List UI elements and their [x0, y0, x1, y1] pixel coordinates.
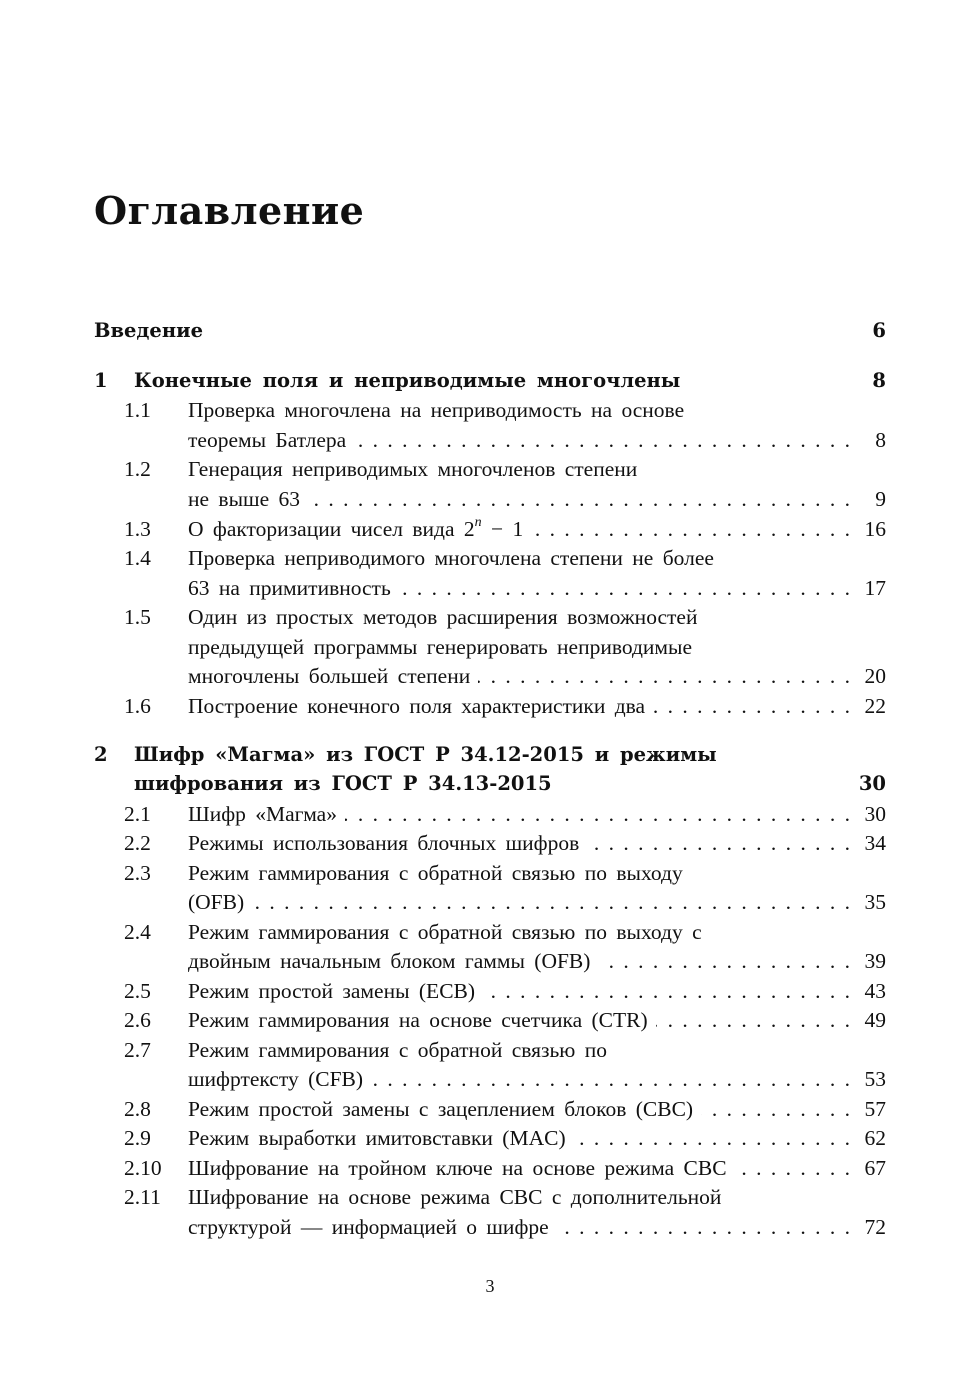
- toc-label: шифрования из ГОСТ Р 34.13-2015: [134, 772, 552, 795]
- leader-dots: [653, 691, 850, 721]
- toc-section-1-5-cont[interactable]: [94, 632, 886, 662]
- section-number: 2.6: [124, 1008, 151, 1032]
- toc-section-1-4-cont[interactable]: [94, 573, 886, 603]
- toc-label: предыдущей программы генерировать неприводимые: [188, 635, 693, 659]
- toc-label: двойным начальным блоком гаммы (OFB): [188, 949, 591, 973]
- toc-section-1-5[interactable]: [94, 602, 886, 632]
- toc-section-2-7-cont[interactable]: [94, 1064, 886, 1094]
- toc-chapter-2-cont[interactable]: [94, 769, 886, 799]
- toc-page: 6: [872, 319, 886, 342]
- leader-dots: [478, 661, 850, 691]
- toc-label: Режим простой замены с зацеплением блоков (CBC): [188, 1097, 694, 1121]
- toc-label: Один из простых методов расширения возможностей: [188, 605, 698, 629]
- chapter-number: 2: [94, 743, 108, 766]
- leader-dots: [587, 828, 850, 858]
- toc-page: 8: [872, 369, 886, 392]
- toc-label: Режим гаммирования на основе счетчика (CTR): [188, 1008, 648, 1032]
- leader-dots: [371, 1064, 850, 1094]
- toc-page: 53: [864, 1067, 886, 1091]
- toc-chapter-1[interactable]: [94, 366, 886, 396]
- leader-dots: [345, 799, 850, 829]
- leader-dots: [557, 1212, 850, 1242]
- toc-section-2-4[interactable]: [94, 917, 886, 947]
- toc-section-2-2[interactable]: [94, 828, 886, 858]
- leader-dots: [308, 484, 850, 514]
- toc-label: Режим гаммирования с обратной связью по выходу: [188, 861, 683, 885]
- toc-section-1-1-cont[interactable]: [94, 425, 886, 455]
- toc-page: 20: [864, 664, 886, 688]
- toc-label: Шифр «Магма»: [188, 802, 337, 826]
- section-number: 2.7: [124, 1038, 151, 1062]
- toc-section-2-9[interactable]: [94, 1123, 886, 1153]
- toc-page: 67: [864, 1156, 886, 1180]
- toc-label: Введение: [94, 319, 203, 342]
- section-number: 2.4: [124, 920, 151, 944]
- toc-section-2-8[interactable]: [94, 1094, 886, 1124]
- leader-dots: [354, 425, 850, 455]
- toc-section-2-6[interactable]: [94, 1005, 886, 1035]
- toc-section-1-1[interactable]: [94, 395, 886, 425]
- toc-label: шифртексту (CFB): [188, 1067, 364, 1091]
- toc-label: Режим гаммирования с обратной связью по выходу с: [188, 920, 702, 944]
- leader-dots: [483, 976, 850, 1006]
- toc-section-2-1[interactable]: [94, 799, 886, 829]
- section-number: 1.4: [124, 546, 151, 570]
- leader-dots: [531, 514, 850, 544]
- toc-section-2-11-cont[interactable]: [94, 1212, 886, 1242]
- chapter-number: 1: [94, 369, 108, 392]
- toc-label: Генерация неприводимых многочленов степени: [188, 457, 638, 481]
- toc-label: Режим простой замены (ECB): [188, 979, 476, 1003]
- section-number: 1.6: [124, 694, 151, 718]
- toc-section-2-4-cont[interactable]: [94, 946, 886, 976]
- leader-dots: [574, 1123, 850, 1153]
- toc-page: 57: [864, 1097, 886, 1121]
- section-number: 1.2: [124, 457, 151, 481]
- leader-dots: [735, 1153, 850, 1183]
- section-number: 2.10: [124, 1156, 162, 1180]
- toc-section-1-2[interactable]: [94, 454, 886, 484]
- toc-label: Режим выработки имитовставки (MAC): [188, 1126, 566, 1150]
- toc-label: теоремы Батлера: [188, 428, 347, 452]
- toc-label: Проверка многочлена на неприводимость на основе: [188, 398, 685, 422]
- leader-dots: [656, 1005, 850, 1035]
- toc-label: структурой — информацией о шифре: [188, 1215, 549, 1239]
- section-number: 2.1: [124, 802, 151, 826]
- toc-label: Проверка неприводимого многочлена степени не более: [188, 546, 714, 570]
- toc-page: 30: [858, 772, 886, 795]
- toc-chapter-2[interactable]: [94, 740, 886, 770]
- toc-section-2-11[interactable]: [94, 1182, 886, 1212]
- section-number: 1.1: [124, 398, 151, 422]
- page-title: Оглавление: [94, 188, 365, 233]
- toc-section-2-10[interactable]: [94, 1153, 886, 1183]
- toc-label: Режимы использования блочных шифров: [188, 831, 580, 855]
- page-number: 3: [485, 1276, 495, 1296]
- section-number: 1.5: [124, 605, 151, 629]
- toc-label: (OFB): [188, 890, 245, 914]
- toc-page: 39: [864, 949, 886, 973]
- toc-page: 34: [864, 831, 886, 855]
- toc-page: 9: [875, 487, 886, 511]
- toc-page: 35: [864, 890, 886, 914]
- toc-section-1-3[interactable]: [94, 514, 886, 544]
- toc-section-2-3-cont[interactable]: [94, 887, 886, 917]
- toc-section-2-7[interactable]: [94, 1035, 886, 1065]
- toc-label: Шифрование на основе режима CBC с дополнительной: [188, 1185, 722, 1209]
- toc-page: 22: [864, 694, 886, 718]
- toc-page: 62: [864, 1126, 886, 1150]
- toc-label: Режим гаммирования с обратной связью по: [188, 1038, 607, 1062]
- section-number: 2.9: [124, 1126, 151, 1150]
- section-number: 2.11: [124, 1185, 161, 1209]
- toc-label: Шифр «Магма» из ГОСТ Р 34.12-2015 и режимы: [134, 743, 717, 766]
- toc-label: не выше 63: [188, 487, 300, 511]
- section-number: 1.3: [124, 517, 151, 541]
- toc-page: 17: [864, 576, 886, 600]
- toc-page: 43: [864, 979, 886, 1003]
- leader-dots: [252, 887, 850, 917]
- toc-section-1-5-cont[interactable]: [94, 661, 886, 691]
- toc-label: О факторизации чисел вида $2^n - 1$: [188, 514, 524, 541]
- toc-page: 16: [864, 517, 886, 541]
- toc-label: Шифрование на тройном ключе на основе режима CBC: [188, 1156, 727, 1180]
- toc-section-1-4[interactable]: [94, 543, 886, 573]
- toc-label: Построение конечного поля характеристики два: [188, 694, 646, 718]
- toc-page: 8: [875, 428, 886, 452]
- toc-page: 30: [864, 802, 886, 826]
- section-number: 2.3: [124, 861, 151, 885]
- toc-page: 49: [864, 1008, 886, 1032]
- leader-dots: [598, 946, 850, 976]
- toc-section-2-3[interactable]: [94, 858, 886, 888]
- section-number: 2.5: [124, 979, 151, 1003]
- toc-page: 72: [864, 1215, 886, 1239]
- leader-dots: [701, 1094, 850, 1124]
- toc-section-2-5[interactable]: [94, 976, 886, 1006]
- toc-label: Конечные поля и неприводимые многочлены: [134, 369, 681, 392]
- toc-label: 63 на примитивность: [188, 576, 391, 600]
- toc-section-1-2-cont[interactable]: [94, 484, 886, 514]
- leader-dots: [399, 573, 850, 603]
- section-number: 2.2: [124, 831, 151, 855]
- toc-entry-intro[interactable]: [94, 316, 886, 346]
- section-number: 2.8: [124, 1097, 151, 1121]
- toc-section-1-6[interactable]: [94, 691, 886, 721]
- toc-label: многочлены большей степени: [188, 664, 471, 688]
